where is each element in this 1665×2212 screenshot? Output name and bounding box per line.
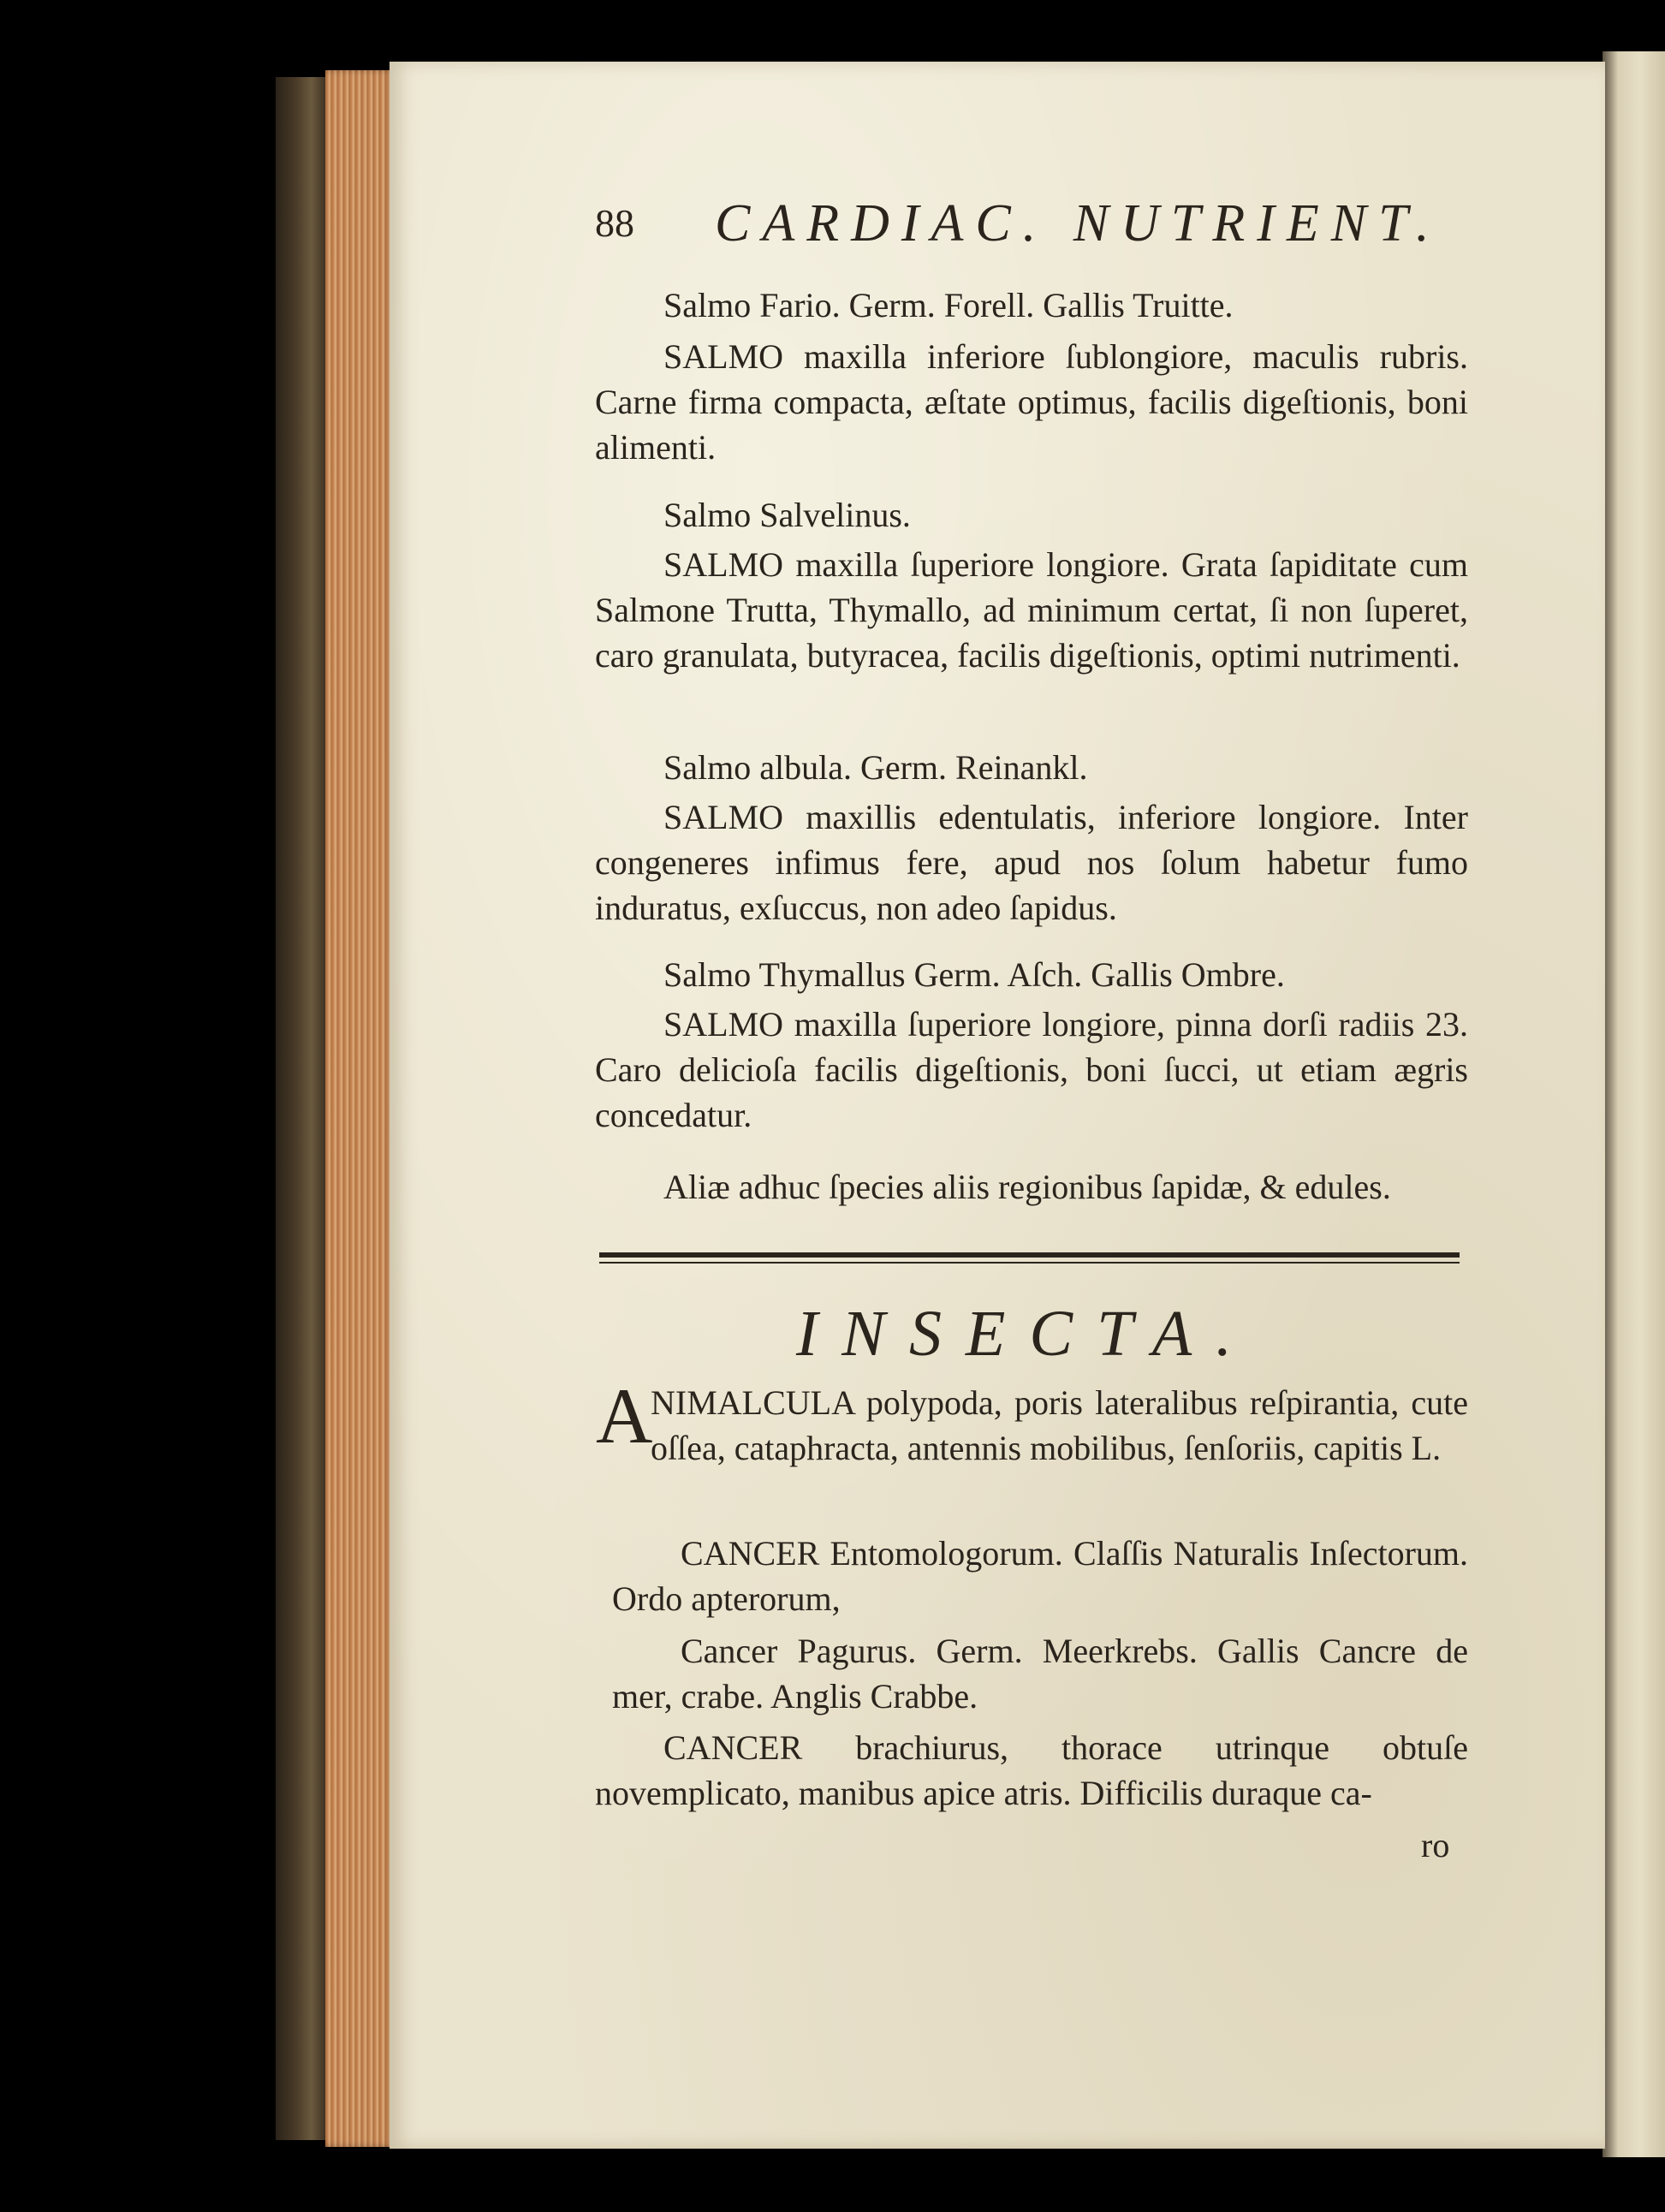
entry-salmo-salvelinus-description: SALMO maxilla ſuperiore longiore. Grata ſapiditate cum Salmone Trutta, Thymallo, ad minimum certat, ſi non ſuperet, caro granulata, butyracea, facilis digeſtionis, optimi nutrimenti. (595, 545, 1468, 675)
entry-cancer-heading: CANCER Entomologorum. Claſſis Naturalis Inſectorum. Ordo apterorum, (612, 1534, 1468, 1618)
entry-cancer-pagurus: Cancer Pagurus. Germ. Meerkrebs. Gallis Cancre de mer, crabe. Anglis Crabbe. (612, 1632, 1468, 1715)
closing-remark: Aliæ adhuc ſpecies aliis regionibus ſapidæ, & edules. (663, 1168, 1391, 1206)
section-rule-thick (599, 1252, 1460, 1258)
section-title: INSECTA. (796, 1298, 1257, 1370)
entry-salmo-salvelinus-heading: Salmo Salvelinus. (663, 496, 911, 534)
page-number: 88 (595, 201, 634, 245)
page-edges (325, 70, 394, 2147)
entry-salmo-fario-description: SALMO maxilla inferiore ſublongiore, maculis rubris. Carne firma compacta, æſtate optimus, facilis digeſtionis, boni alimenti. (595, 337, 1468, 467)
facing-page-edge (1603, 51, 1665, 2157)
entry-cancer-brachiurus: CANCER brachiurus, thorace utrinque obtuſe novemplicato, manibus apice atris. Difficilis duraque ca- (595, 1728, 1468, 1812)
section-intro: NIMALCULA polypoda, poris lateralibus reſpirantia, cute oſſea, cataphracta, antennis mobilibus, ſenſoriis, capitis L. (651, 1383, 1468, 1467)
entry-salmo-thymallus-description: SALMO maxilla ſuperiore longiore, pinna dorſi radiis 23. Caro delicioſa facilis digeſtionis, boni ſucci, ut etiam ægris concedatur. (595, 1005, 1468, 1134)
entry-salmo-thymallus-heading: Salmo Thymallus Germ. Aſch. Gallis Ombre. (663, 955, 1285, 994)
section-rule-thin (599, 1262, 1460, 1264)
entry-salmo-albula-heading: Salmo albula. Germ. Reinankl. (663, 748, 1088, 787)
entry-salmo-fario-heading: Salmo Fario. Germ. Forell. Gallis Truitte. (663, 286, 1234, 324)
catchword: ro (1421, 1826, 1450, 1864)
running-title: CARDIAC. NUTRIENT. (715, 194, 1442, 253)
drop-capital: A (596, 1372, 653, 1460)
entry-salmo-albula-description: SALMO maxillis edentulatis, inferiore longiore. Inter congeneres infimus fere, apud nos ſolum habetur fumo induratus, exſuccus, non adeo ſapidus. (595, 798, 1468, 927)
